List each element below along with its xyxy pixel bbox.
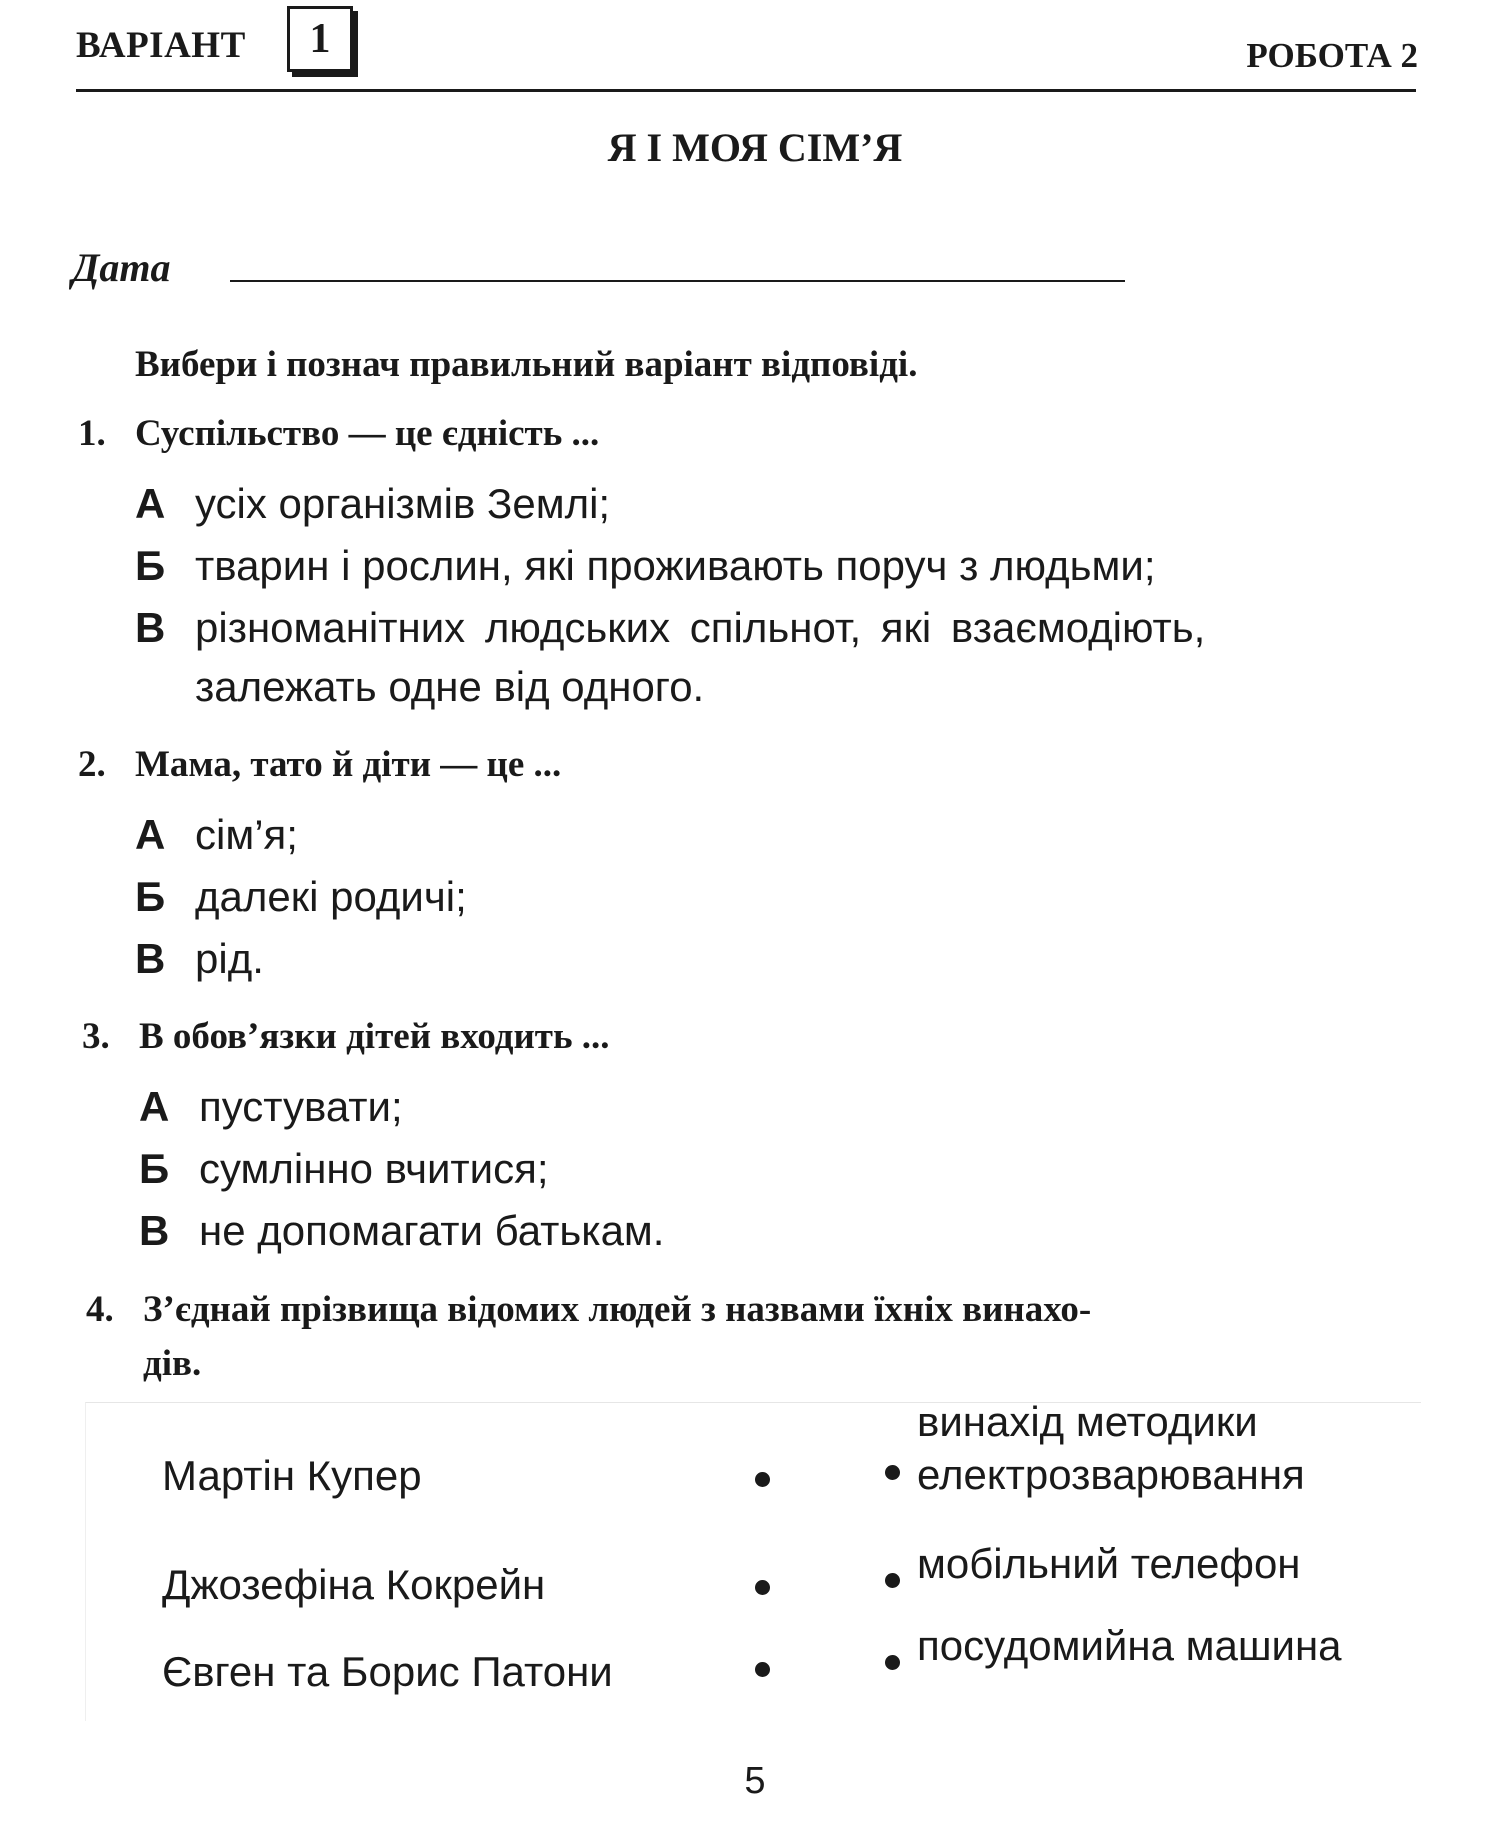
question-3-option-a-text: пустувати; (199, 1083, 403, 1130)
variant-number-box: 1 (287, 6, 353, 72)
question-2-text: Мама, тато й діти — це ... (135, 744, 562, 785)
question-4-text-cont: дів. (143, 1343, 202, 1384)
question-1-option-c-text-cont: залежать одне від одного. (195, 663, 705, 710)
question-1-number: 1. (78, 413, 106, 454)
name-2-connector-dot[interactable] (755, 1580, 770, 1595)
matching-name-1: Мартін Купер (162, 1452, 422, 1499)
question-2-option-c-letter[interactable]: В (135, 935, 166, 982)
question-1-option-b-letter[interactable]: Б (135, 542, 166, 589)
question-1-option-b-text: тварин і рослин, які проживають поруч з людьми; (195, 542, 1156, 589)
invention-2-connector-dot[interactable] (885, 1573, 900, 1588)
question-1-option-c-text: різноманітних людських спільнот, які взаємодіють, (195, 604, 1206, 651)
question-2-option-b-letter[interactable]: Б (135, 873, 166, 920)
invention-1-line-2: електрозварювання (917, 1451, 1305, 1498)
question-1-text: Суспільство — це єдність ... (135, 413, 600, 454)
invention-1-line-1: винахід методики (917, 1398, 1258, 1445)
name-3-connector-dot[interactable] (755, 1662, 770, 1677)
question-3-option-a-letter[interactable]: А (139, 1083, 170, 1130)
page-number: 5 (744, 1760, 766, 1802)
page-title: Я І МОЯ СІМ’Я (607, 125, 903, 170)
date-input-line[interactable] (230, 280, 1125, 282)
question-3-number: 3. (82, 1016, 110, 1057)
invention-3: посудомийна машина (917, 1622, 1342, 1669)
question-1-option-a-letter[interactable]: А (135, 480, 166, 527)
question-3-option-b-letter[interactable]: Б (139, 1145, 170, 1192)
invention-1-connector-dot[interactable] (885, 1465, 900, 1480)
question-3-option-b-text: сумлінно вчитися; (199, 1145, 549, 1192)
header-rule (76, 89, 1416, 92)
invention-2: мобільний телефон (917, 1540, 1301, 1587)
question-2-option-a-letter[interactable]: А (135, 811, 166, 858)
invention-3-connector-dot[interactable] (885, 1655, 900, 1670)
question-1-option-c-letter[interactable]: В (135, 604, 166, 651)
question-3-option-c-text: не допомагати батькам. (199, 1207, 665, 1254)
instruction: Вибери і познач правильний варіант відповіді. (135, 344, 918, 385)
matching-name-3: Євген та Борис Патони (162, 1648, 613, 1695)
question-2-option-a-text: сім’я; (195, 811, 298, 858)
question-2-number: 2. (78, 744, 106, 785)
question-3-text: В обов’язки дітей входить ... (139, 1016, 610, 1057)
name-1-connector-dot[interactable] (755, 1472, 770, 1487)
question-4-text: З’єднай прізвища відомих людей з назвами їхніх винахо- (143, 1289, 1092, 1330)
question-4-number: 4. (86, 1289, 114, 1330)
question-2-option-c-text: рід. (195, 935, 264, 982)
variant-label: ВАРІАНТ (76, 25, 246, 66)
work-label: РОБОТА 2 (1246, 36, 1418, 75)
date-label: Дата (72, 245, 171, 290)
question-3-option-c-letter[interactable]: В (139, 1207, 170, 1254)
question-2-option-b-text: далекі родичі; (195, 873, 467, 920)
question-1-option-a-text: усіх організмів Землі; (195, 480, 611, 527)
matching-name-2: Джозефіна Кокрейн (162, 1561, 546, 1608)
